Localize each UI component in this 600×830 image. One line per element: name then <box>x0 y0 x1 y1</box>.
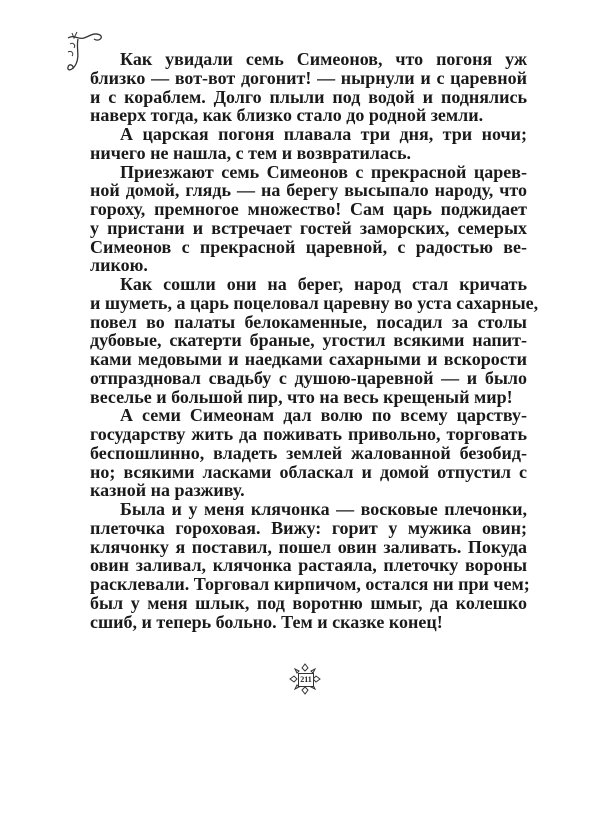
text-line: клячонку я поставил, пошел овин заливать. Покуда <box>90 536 527 557</box>
text-line: А царская погоня плавала три дня, три ночи; <box>120 124 527 144</box>
text-line: наверх тогда, как близко стало до родной земли. <box>90 105 484 126</box>
text-line: Как сошли они на берег, народ стал кричать <box>120 274 527 294</box>
text-line: ной домой, глядь — на берегу высыпало народу, что <box>90 180 527 201</box>
text-line: у пристани и встречает гостей заморских, семерых <box>90 217 527 238</box>
text-line: плеточка гороховая. Вижу: горит у мужика овин; <box>90 517 527 538</box>
text-line: государству жить да поживать привольно, торговать <box>90 424 527 444</box>
text-line: беспошлинно, владеть землей жалованной безобид- <box>90 442 527 463</box>
page-number: 211 <box>298 673 314 687</box>
text-line: веселье и большой пир, что на весь крещеный мир! <box>90 386 513 407</box>
text-line: и с кораблем. Долго плыли под водой и поднялись <box>90 86 527 107</box>
text-line: был у меня шлык, под воротню шмыг, да колешко <box>90 592 527 613</box>
text-line: казной на разживу. <box>90 480 245 501</box>
text-line: Была и у меня клячонка — восковые плечонки, <box>120 499 527 519</box>
page-text <box>90 49 539 632</box>
text-line: овин заливал, клячонка растаяла, плеточку вороны <box>90 555 527 576</box>
text-line: А семи Симеонам дал волю по всему царству- <box>120 405 527 426</box>
text-line: и шуметь, а царь поцеловал царевну во уста сахарные, <box>90 292 539 313</box>
text-line: гороху, премногое множество! Сам царь поджидает <box>90 199 527 219</box>
text-line: ничего не нашла, с тем и возвратилась. <box>90 142 412 163</box>
text-line: сшиб, и теперь больно. Тем и сказке конец! <box>90 611 443 632</box>
text-line: повел во палаты белокаменные, посадил за столы <box>90 311 527 332</box>
text-line: близко — вот-вот догонит! — нырнули и с царевной <box>90 67 527 88</box>
text-line: но; всякими ласками обласкал и домой отпустил с <box>90 461 527 482</box>
ornament-icon <box>289 663 321 695</box>
text-line: расклевали. Торговал кирпичом, остался ни при чем; <box>90 574 530 594</box>
text-line: ками медовыми и наедками сахарными и вскорости <box>90 349 527 369</box>
text-line: Приезжают семь Симеонов с прекрасной царев- <box>120 161 527 182</box>
text-line: отпраздновал свадьбу с душою-царевной — и было <box>90 367 527 388</box>
text-line: ликою. <box>90 255 148 276</box>
text-line: дубовые, скатерти браные, угостил всякими напит- <box>90 330 527 351</box>
text-line: Симеонов с прекрасной царевной, с радостью ве- <box>90 236 527 257</box>
text-line: Как увидали семь Симеонов, что погоня уж <box>120 49 527 69</box>
